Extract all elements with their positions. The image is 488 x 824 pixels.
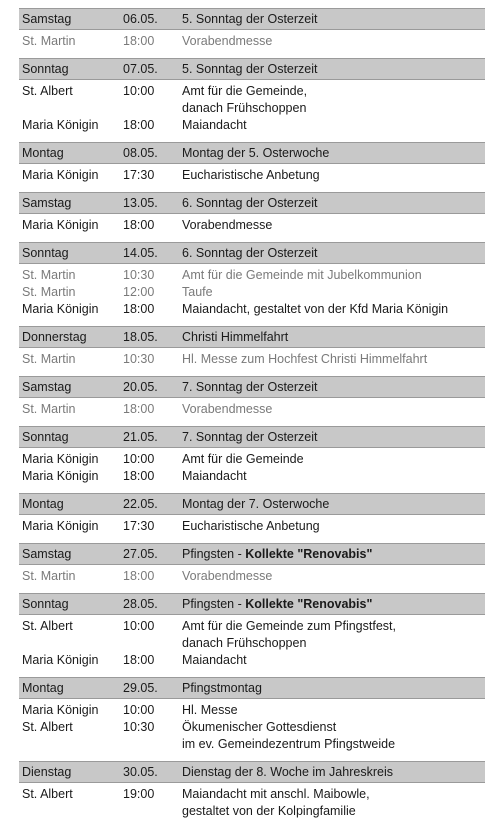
weekday: Sonntag	[22, 246, 69, 260]
weekday: Montag	[22, 681, 64, 695]
service-description: Maiandacht	[182, 653, 247, 667]
time: 18:00	[123, 469, 155, 483]
day-entries	[19, 448, 485, 489]
entry-row	[19, 518, 485, 535]
time: 18:00	[123, 218, 155, 232]
service-description: Taufe	[182, 285, 213, 299]
service-description: Amt für die Gemeinde,	[182, 84, 308, 98]
day-title	[182, 12, 318, 27]
service-description: Maiandacht mit anschl. Maibowle,	[182, 787, 370, 801]
date: 29.05.	[123, 681, 158, 695]
day-block	[19, 426, 485, 489]
service-description: Vorabendmesse	[182, 34, 273, 48]
service-description: Maiandacht, gestaltet von der Kfd Maria Königin	[182, 302, 449, 316]
entry-row	[19, 468, 485, 485]
place: Maria Königin	[22, 118, 99, 132]
day-entries	[19, 565, 485, 589]
day-header	[19, 192, 485, 214]
day-entries	[19, 398, 485, 422]
entry-row	[19, 117, 485, 134]
day-entries	[19, 264, 485, 322]
weekday: Samstag	[22, 196, 72, 210]
day-header	[19, 58, 485, 80]
day-entries	[19, 615, 485, 673]
day-header	[19, 761, 485, 783]
service-description: Vorabendmesse	[182, 218, 273, 232]
weekday: Donnerstag	[22, 330, 87, 344]
day-title-text: Montag der 7. Osterwoche	[182, 497, 330, 511]
entry-row	[19, 100, 485, 117]
entry-row	[19, 267, 485, 284]
place: St. Martin	[22, 34, 76, 48]
time: 10:30	[123, 268, 155, 282]
time: 10:00	[123, 84, 155, 98]
time: 18:00	[123, 302, 155, 316]
entry-row	[19, 451, 485, 468]
service-description: Vorabendmesse	[182, 402, 273, 416]
place: St. Albert	[22, 619, 73, 633]
entry-row	[19, 736, 485, 753]
day-header	[19, 326, 485, 348]
time: 18:00	[123, 569, 155, 583]
place: St. Martin	[22, 402, 76, 416]
place: Maria Königin	[22, 469, 99, 483]
day-block	[19, 543, 485, 589]
weekday: Montag	[22, 146, 64, 160]
collection-note: Kollekte "Renovabis"	[245, 597, 373, 611]
day-entries	[19, 515, 485, 539]
date: 07.05.	[123, 62, 158, 76]
time: 10:00	[123, 619, 155, 633]
entry-row	[19, 702, 485, 719]
entry-row	[19, 786, 485, 803]
place: Maria Königin	[22, 653, 99, 667]
day-title	[182, 196, 318, 211]
day-title	[182, 430, 318, 445]
day-title	[182, 765, 393, 780]
service-description: Amt für die Gemeinde mit Jubelkommunion	[182, 268, 422, 282]
day-header	[19, 493, 485, 515]
time: 18:00	[123, 118, 155, 132]
day-block	[19, 142, 485, 188]
time: 17:30	[123, 168, 155, 182]
service-description: danach Frühschoppen	[182, 101, 307, 115]
time: 10:00	[123, 703, 155, 717]
service-description: Eucharistische Anbetung	[182, 168, 320, 182]
day-header	[19, 677, 485, 699]
service-description: Vorabendmesse	[182, 569, 273, 583]
day-title	[182, 547, 372, 562]
day-block	[19, 8, 485, 54]
entry-row	[19, 217, 485, 234]
weekday: Montag	[22, 497, 64, 511]
date: 06.05.	[123, 12, 158, 26]
day-title	[182, 497, 329, 512]
service-description: Hl. Messe	[182, 703, 238, 717]
date: 22.05.	[123, 497, 158, 511]
day-title	[182, 330, 288, 345]
day-header	[19, 142, 485, 164]
entry-row	[19, 33, 485, 50]
service-description: im ev. Gemeindezentrum Pfingstweide	[182, 737, 396, 751]
entry-row	[19, 301, 485, 318]
day-title-text: Pfingsten -	[182, 547, 246, 561]
day-entries	[19, 783, 485, 824]
weekday: Samstag	[22, 547, 72, 561]
day-block	[19, 376, 485, 422]
place: St. Martin	[22, 352, 76, 366]
service-description: Eucharistische Anbetung	[182, 519, 320, 533]
place: Maria Königin	[22, 703, 99, 717]
entry-row	[19, 568, 485, 585]
day-title-text: Pfingsten -	[182, 597, 246, 611]
time: 10:30	[123, 720, 155, 734]
entry-row	[19, 618, 485, 635]
service-description: Maiandacht	[182, 118, 247, 132]
date: 18.05.	[123, 330, 158, 344]
entry-row	[19, 83, 485, 100]
place: Maria Königin	[22, 218, 99, 232]
day-entries	[19, 699, 485, 757]
day-title-text: Pfingstmontag	[182, 681, 262, 695]
time: 18:00	[123, 34, 155, 48]
day-title-text: 6. Sonntag der Osterzeit	[182, 246, 318, 260]
date: 30.05.	[123, 765, 158, 779]
place: St. Martin	[22, 268, 76, 282]
entry-row	[19, 401, 485, 418]
day-title-text: Dienstag der 8. Woche im Jahreskreis	[182, 765, 393, 779]
day-header	[19, 242, 485, 264]
schedule-table	[19, 8, 485, 824]
day-header	[19, 8, 485, 30]
day-header	[19, 593, 485, 615]
entry-row	[19, 652, 485, 669]
day-title-text: 7. Sonntag der Osterzeit	[182, 380, 318, 394]
day-title-text: 5. Sonntag der Osterzeit	[182, 62, 318, 76]
weekday: Dienstag	[22, 765, 72, 779]
day-header	[19, 543, 485, 565]
day-entries	[19, 30, 485, 54]
day-title	[182, 146, 329, 161]
entry-row	[19, 635, 485, 652]
service-description: Amt für die Gemeinde	[182, 452, 304, 466]
date: 27.05.	[123, 547, 158, 561]
service-description: Hl. Messe zum Hochfest Christi Himmelfahrt	[182, 352, 428, 366]
entry-row	[19, 284, 485, 301]
day-entries	[19, 348, 485, 372]
time: 12:00	[123, 285, 155, 299]
place: St. Martin	[22, 569, 76, 583]
service-description: danach Frühschoppen	[182, 636, 307, 650]
time: 18:00	[123, 653, 155, 667]
day-block	[19, 761, 485, 824]
time: 18:00	[123, 402, 155, 416]
day-block	[19, 493, 485, 539]
entry-row	[19, 803, 485, 820]
day-title	[182, 246, 318, 261]
day-header	[19, 426, 485, 448]
date: 21.05.	[123, 430, 158, 444]
place: Maria Königin	[22, 452, 99, 466]
service-description: gestaltet von der Kolpingfamilie	[182, 804, 356, 818]
day-block	[19, 677, 485, 757]
day-entries	[19, 164, 485, 188]
weekday: Sonntag	[22, 430, 69, 444]
day-header	[19, 376, 485, 398]
service-description: Amt für die Gemeinde zum Pfingstfest,	[182, 619, 396, 633]
service-description: Maiandacht	[182, 469, 247, 483]
day-block	[19, 58, 485, 138]
entry-row	[19, 167, 485, 184]
date: 28.05.	[123, 597, 158, 611]
weekday: Sonntag	[22, 597, 69, 611]
date: 13.05.	[123, 196, 158, 210]
day-title-text: 7. Sonntag der Osterzeit	[182, 430, 318, 444]
date: 20.05.	[123, 380, 158, 394]
day-title	[182, 681, 262, 696]
day-block	[19, 192, 485, 238]
weekday: Sonntag	[22, 62, 69, 76]
day-title	[182, 597, 372, 612]
day-entries	[19, 80, 485, 138]
weekday: Samstag	[22, 380, 72, 394]
date: 08.05.	[123, 146, 158, 160]
place: St. Martin	[22, 285, 76, 299]
time: 10:00	[123, 452, 155, 466]
time: 10:30	[123, 352, 155, 366]
day-title-text: 6. Sonntag der Osterzeit	[182, 196, 318, 210]
day-title-text: Christi Himmelfahrt	[182, 330, 289, 344]
service-description: Ökumenischer Gottesdienst	[182, 720, 337, 734]
place: St. Albert	[22, 84, 73, 98]
place: St. Albert	[22, 720, 73, 734]
day-block	[19, 326, 485, 372]
place: Maria Königin	[22, 519, 99, 533]
place: Maria Königin	[22, 302, 99, 316]
entry-row	[19, 351, 485, 368]
day-block	[19, 242, 485, 322]
time: 17:30	[123, 519, 155, 533]
day-title-text: Montag der 5. Osterwoche	[182, 146, 330, 160]
entry-row	[19, 719, 485, 736]
day-block	[19, 593, 485, 673]
collection-note: Kollekte "Renovabis"	[245, 547, 373, 561]
place: Maria Königin	[22, 168, 99, 182]
day-title	[182, 62, 318, 77]
day-entries	[19, 214, 485, 238]
place: St. Albert	[22, 787, 73, 801]
weekday: Samstag	[22, 12, 72, 26]
day-title-text: 5. Sonntag der Osterzeit	[182, 12, 318, 26]
date: 14.05.	[123, 246, 158, 260]
time: 19:00	[123, 787, 155, 801]
day-title	[182, 380, 318, 395]
